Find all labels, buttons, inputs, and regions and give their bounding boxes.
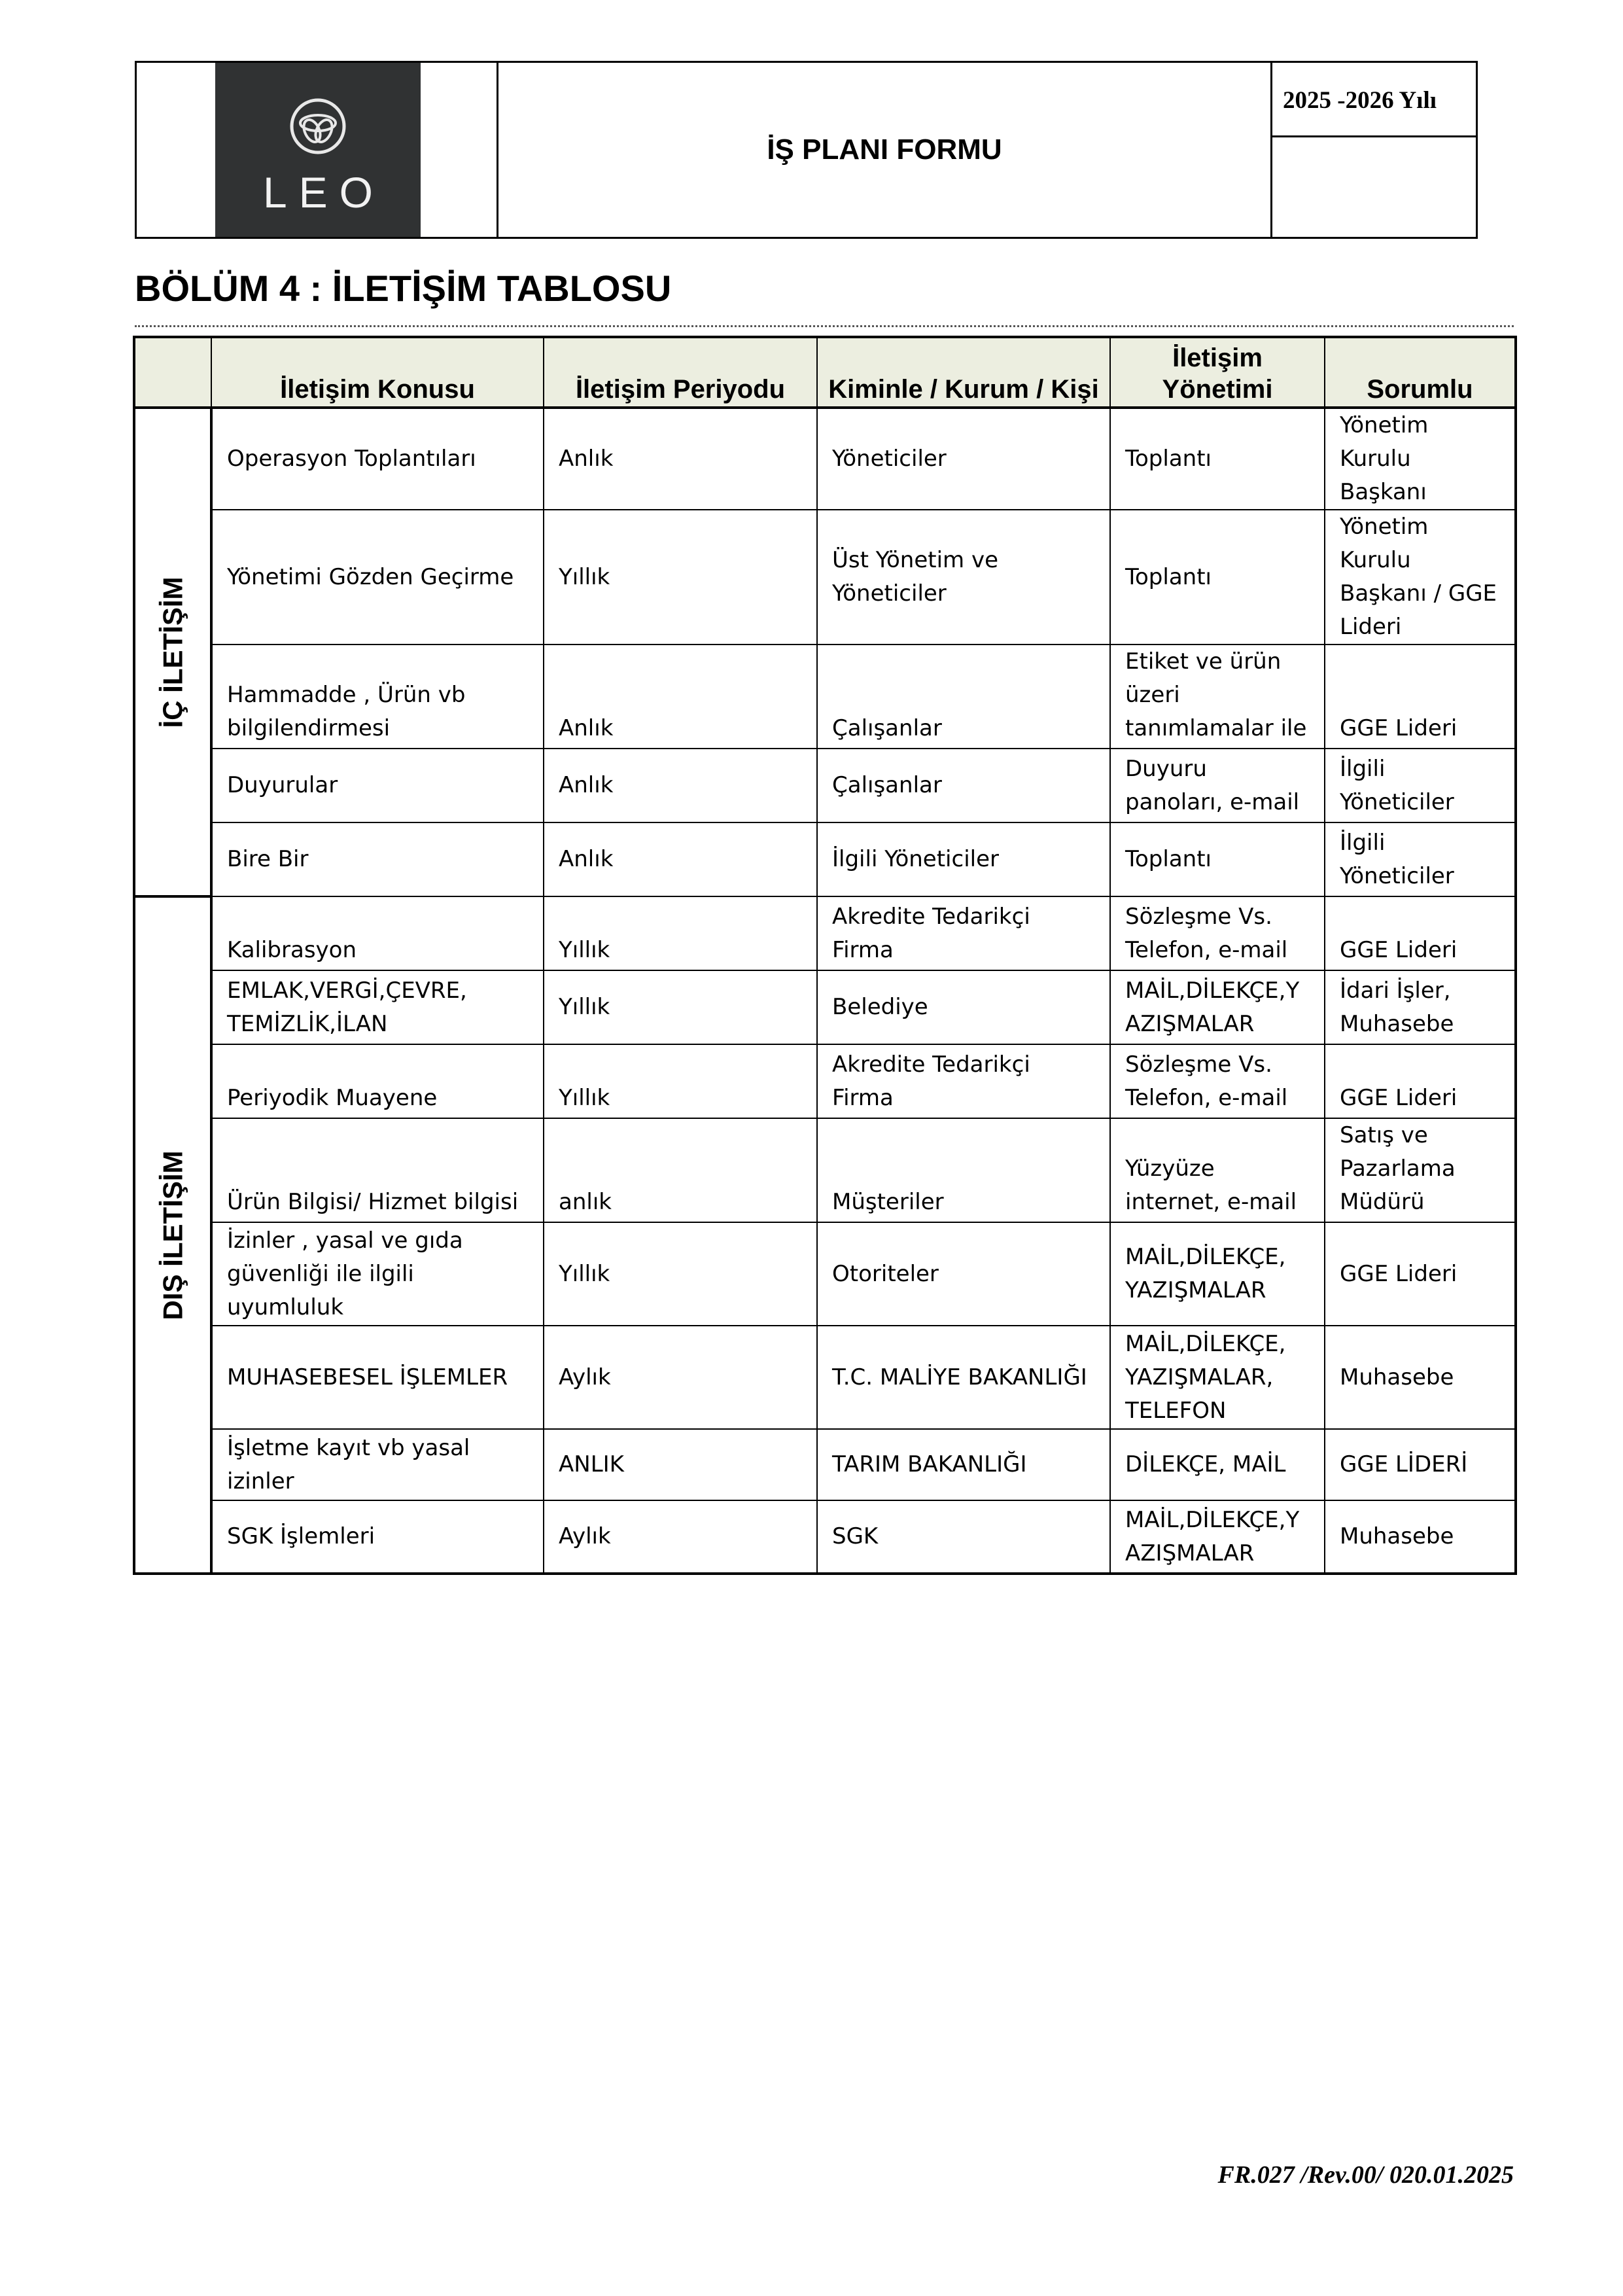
table-cell: GGE Lideri (1325, 1044, 1516, 1118)
table-cell: Yüzyüze internet, e-mail (1110, 1118, 1325, 1222)
table-cell: Bire Bir (211, 822, 544, 896)
table-cell: MAİL,DİLEKÇE,Y AZIŞMALAR (1110, 1500, 1325, 1574)
table-cell: Duyuru panoları, e-mail (1110, 749, 1325, 822)
table-row (134, 1044, 1516, 1118)
table-cell: Ürün Bilgisi/ Hizmet bilgisi (211, 1118, 544, 1222)
column-header: İletişim Periyodu (544, 337, 817, 408)
table-cell: anlık (544, 1118, 817, 1222)
table-cell: Hammadde , Ürün vb bilgilendirmesi (211, 645, 544, 749)
table-cell: Duyurular (211, 749, 544, 822)
table-cell: GGE Lideri (1325, 645, 1516, 749)
form-header (135, 61, 1478, 239)
table-cell: Çalışanlar (817, 749, 1110, 822)
table-cell: MAİL,DİLEKÇE, YAZIŞMALAR (1110, 1222, 1325, 1326)
table-row (134, 749, 1516, 822)
table-cell: Yıllık (544, 896, 817, 970)
table-cell: Yıllık (544, 970, 817, 1044)
table-cell: Aylık (544, 1500, 817, 1574)
group-internal (134, 408, 211, 896)
section-divider (135, 325, 1514, 327)
table-cell: İşletme kayıt vb yasal izinler (211, 1429, 544, 1500)
table-row (134, 1429, 1516, 1500)
table-cell: GGE Lideri (1325, 896, 1516, 970)
column-header: Kiminle / Kurum / Kişi (817, 337, 1110, 408)
table-cell: Etiket ve ürün üzeri tanımlamalar ile (1110, 645, 1325, 749)
table-row (134, 1500, 1516, 1574)
logo-cell (137, 63, 498, 237)
table-cell: Anlık (544, 645, 817, 749)
table-cell: Anlık (544, 408, 817, 510)
table-cell: Otoriteler (817, 1222, 1110, 1326)
table-cell: MUHASEBESEL İŞLEMLER (211, 1326, 544, 1429)
table-cell: GGE LİDERİ (1325, 1429, 1516, 1500)
table-cell: Müşteriler (817, 1118, 1110, 1222)
table-cell: Periyodik Muayene (211, 1044, 544, 1118)
form-year: 2025 -2026 Yılı (1272, 63, 1476, 137)
header-corner (134, 337, 211, 408)
table-cell: Operasyon Toplantıları (211, 408, 544, 510)
table-row (134, 510, 1516, 645)
table-row (134, 1326, 1516, 1429)
table-cell: Yıllık (544, 510, 817, 645)
table-cell: Yöneticiler (817, 408, 1110, 510)
table-row (134, 970, 1516, 1044)
table-cell: Belediye (817, 970, 1110, 1044)
table-cell: T.C. MALİYE BAKANLIĞI (817, 1326, 1110, 1429)
table-row (134, 1118, 1516, 1222)
table-cell: İdari İşler, Muhasebe (1325, 970, 1516, 1044)
table-cell: Satış ve Pazarlama Müdürü (1325, 1118, 1516, 1222)
table-row (134, 408, 1516, 510)
table-cell: İlgili Yöneticiler (1325, 749, 1516, 822)
table-header-row (134, 337, 1516, 408)
table-cell: Sözleşme Vs. Telefon, e-mail (1110, 1044, 1325, 1118)
table-row (134, 822, 1516, 896)
table-cell: Toplantı (1110, 510, 1325, 645)
section-title: BÖLÜM 4 : İLETİŞİM TABLOSU (135, 268, 672, 309)
table-cell: Yıllık (544, 1222, 817, 1326)
logo-wordmark: LEO (262, 168, 385, 217)
table-row (134, 1222, 1516, 1326)
column-header: İletişim Yönetimi (1110, 337, 1325, 408)
table-cell: Yönetim Kurulu Başkanı (1325, 408, 1516, 510)
table-cell: Yönetimi Gözden Geçirme (211, 510, 544, 645)
table-cell: MAİL,DİLEKÇE, YAZIŞMALAR, TELEFON (1110, 1326, 1325, 1429)
table-cell: Muhasebe (1325, 1326, 1516, 1429)
table-cell: MAİL,DİLEKÇE,Y AZIŞMALAR (1110, 970, 1325, 1044)
group-external (134, 896, 211, 1574)
table-cell: Aylık (544, 1326, 817, 1429)
form-code-footer: FR.027 /Rev.00/ 020.01.2025 (1217, 2161, 1514, 2189)
table-cell: İlgili Yöneticiler (1325, 822, 1516, 896)
table-cell: İzinler , yasal ve gıda güvenliği ile ilgili uyumluluk (211, 1222, 544, 1326)
table-cell: Anlık (544, 749, 817, 822)
column-header: Sorumlu (1325, 337, 1516, 408)
form-title: İŞ PLANI FORMU (498, 63, 1272, 237)
group-label: DIŞ İLETİŞİM (157, 1150, 188, 1320)
knot-logo-icon (287, 96, 349, 157)
table-cell: Üst Yönetim ve Yöneticiler (817, 510, 1110, 645)
table-cell: Çalışanlar (817, 645, 1110, 749)
table-cell: EMLAK,VERGİ,ÇEVRE, TEMİZLİK,İLAN (211, 970, 544, 1044)
communication-table (133, 336, 1517, 1575)
table-cell: Sözleşme Vs. Telefon, e-mail (1110, 896, 1325, 970)
table-cell: Toplantı (1110, 822, 1325, 896)
table-cell: SGK (817, 1500, 1110, 1574)
table-cell: ANLIK (544, 1429, 817, 1500)
group-label: İÇ İLETİŞİM (157, 576, 188, 728)
table-cell: Yıllık (544, 1044, 817, 1118)
table-cell: Muhasebe (1325, 1500, 1516, 1574)
table-cell: Akredite Tedarikçi Firma (817, 1044, 1110, 1118)
table-cell: Anlık (544, 822, 817, 896)
table-cell: Toplantı (1110, 408, 1325, 510)
table-cell: Yönetim Kurulu Başkanı / GGE Lideri (1325, 510, 1516, 645)
table-cell: İlgili Yöneticiler (817, 822, 1110, 896)
column-header: İletişim Konusu (211, 337, 544, 408)
table-cell: GGE Lideri (1325, 1222, 1516, 1326)
table-cell: TARIM BAKANLIĞI (817, 1429, 1110, 1500)
table-cell: Akredite Tedarikçi Firma (817, 896, 1110, 970)
table-cell: DİLEKÇE, MAİL (1110, 1429, 1325, 1500)
table-row (134, 896, 1516, 970)
company-logo (215, 63, 421, 237)
table-row (134, 645, 1516, 749)
table-cell: Kalibrasyon (211, 896, 544, 970)
table-cell: SGK İşlemleri (211, 1500, 544, 1574)
